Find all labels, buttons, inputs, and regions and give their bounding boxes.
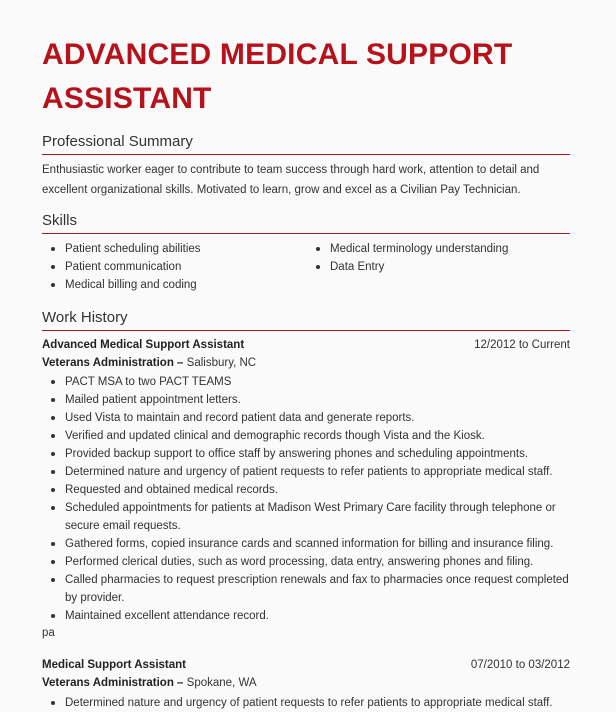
job-location: Spokane, WA [186,677,257,689]
duty-item: PACT MSA to two PACT TEAMS [42,373,570,391]
job-title: Medical Support Assistant [42,659,186,671]
skill-item: Patient scheduling abilities [42,240,322,258]
duty-item: Scheduled appointments for patients at Madison West Primary Care facility through telephone or secure email requests. [42,499,570,535]
skill-item: Patient communication [42,258,322,276]
skill-item: Data Entry [307,258,567,276]
duty-item: Verified and updated clinical and demographic records though Vista and the Kiosk. [42,427,570,445]
job-dates: 12/2012 to Current [474,339,570,351]
duty-item: Gathered forms, copied insurance cards and scanned information for billing and insurance filing. [42,535,570,553]
job-separator: – [173,677,187,689]
job-duties-list [42,694,570,712]
job-dates: 07/2010 to 03/2012 [470,659,570,671]
job-title: Advanced Medical Support Assistant [42,339,245,351]
job-company-line [42,357,256,369]
duty-item: Mailed patient appointment letters. [42,391,570,409]
duty-item: Provided backup support to office staff by answering phones and scheduling appointments. [42,445,570,463]
duty-item: Called pharmacies to request prescription renewals and fax to pharmacies once request completed by provider. [42,571,570,607]
job-location: Salisbury, NC [186,357,257,369]
skill-item: Medical billing and coding [42,276,322,294]
section-title-summary: Professional Summary [42,133,570,155]
duty-item: Requested and obtained medical records. [42,481,570,499]
resume-name-heading: ADVANCED MEDICAL SUPPORT ASSISTANT [42,38,513,115]
duty-item: Used Vista to maintain and record patient data and generate reports. [42,409,570,427]
job-duties-list [42,373,570,625]
skills-list-left [42,240,322,294]
job-company: Veterans Administration [42,357,174,369]
section-title-skills: Skills [42,212,570,234]
duty-item: Maintained excellent attendance record. [42,607,570,625]
duty-item: Performed clerical duties, such as word processing, data entry, answering phones and filing. [42,553,570,571]
duty-item: Determined nature and urgency of patient requests to refer patients to appropriate medical staff. [42,463,570,481]
job-separator: – [173,357,187,369]
job-company-line [42,677,257,689]
job-note: pa [42,627,55,639]
summary-text: Enthusiastic worker eager to contribute to team success through hard work, attention to detail and excellent organizational skills. Motivated to learn, grow and excel as a Civilian Pay Technician. [42,164,540,196]
section-title-work-history: Work History [42,309,570,331]
duty-item: Determined nature and urgency of patient requests to refer patients to appropriate medical staff. [42,694,570,712]
skills-list-right [307,240,567,276]
skill-item: Medical terminology understanding [307,240,567,258]
job-company: Veterans Administration [42,677,174,689]
